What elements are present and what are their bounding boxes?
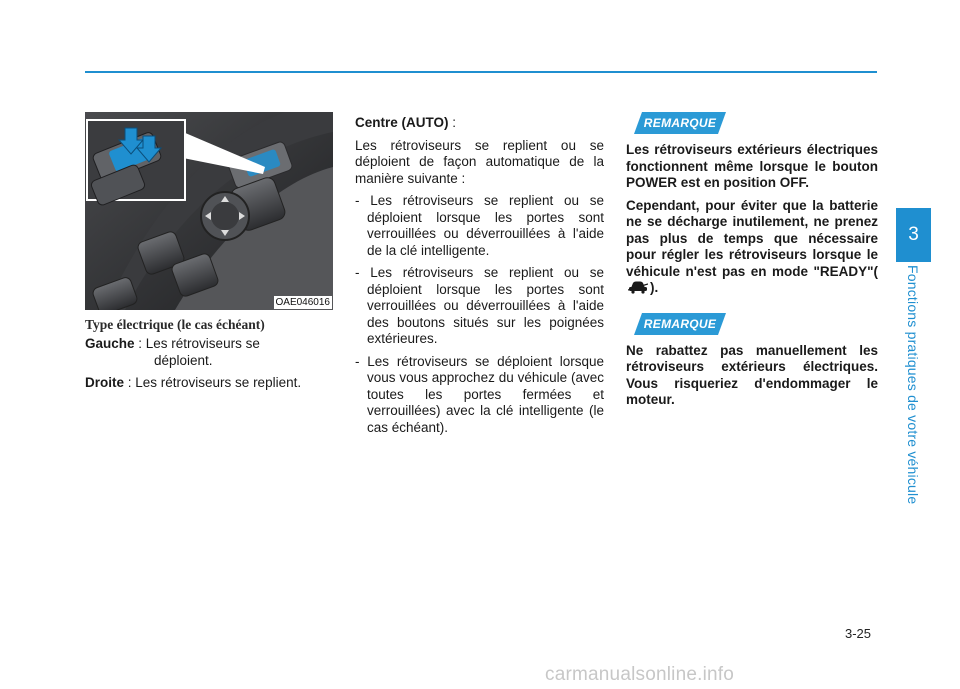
note-badge-label: REMARQUE xyxy=(643,316,717,331)
list-item: - Les rétroviseurs se replient ou se déploient lorsque les portes sont verrouillées ou déverrouillées à l'aide des boutons situés sur les poignées extérieures. xyxy=(355,265,604,346)
right-text: : Les rétroviseurs se replient. xyxy=(124,375,302,390)
list-item: - Les rétroviseurs se replient ou se déploient lorsque les portes sont verrouillées ou déverrouillées à l'aide de la clé intelligente. xyxy=(355,193,604,258)
left-text-1: : Les rétroviseurs se xyxy=(134,336,260,351)
watermark: carmanualsonline.info xyxy=(545,664,735,685)
right-column xyxy=(626,112,878,409)
note-badge-label: REMARQUE xyxy=(643,116,717,130)
list-item: - Les rétroviseurs se déploient lorsque vous vous approchez du véhicule (avec toutes les portes fermées et verrouillées) avec la clé intelligente (le cas échéant). xyxy=(355,353,604,435)
page-number: 3-25 xyxy=(845,626,872,641)
note-1-paragraph-1: Les rétroviseurs extérieurs électriques fonctionnent même lorsque le bouton POWER est en position OFF. xyxy=(626,142,878,190)
note-badge xyxy=(634,112,726,134)
door-panel-illustration xyxy=(85,112,333,310)
center-heading xyxy=(355,115,604,132)
left-label: Gauche xyxy=(85,336,135,351)
figure-code: OAE046016 xyxy=(275,297,330,308)
center-intro: Les rétroviseurs se replient ou se déploient de façon automatique de la manière suivante : xyxy=(355,137,604,186)
right-label: Droite xyxy=(85,375,125,390)
left-text-2: déploient. xyxy=(154,352,213,368)
section-heading: Type électrique (le cas échéant) xyxy=(85,317,265,332)
left-definition xyxy=(85,336,333,369)
note-2-paragraph: Ne rabattez pas manuellement les rétroviseurs extérieurs électriques. Vous risqueriez d'endommager le moteur. xyxy=(626,342,878,407)
note-badge xyxy=(634,313,726,335)
center-heading-colon: : xyxy=(448,115,457,130)
car-ready-icon xyxy=(628,280,648,294)
left-column xyxy=(85,112,333,392)
center-heading-bold: Centre (AUTO) xyxy=(355,115,449,130)
right-definition xyxy=(85,375,333,392)
note-1-text-after: ). xyxy=(650,280,659,295)
chapter-title: Fonctions pratiques de votre véhicule xyxy=(905,265,921,505)
note-1-text-before: Cependant, pour éviter que la batterie ne se décharge inutilement, ne prenez pas plus de temps que nécessaire pour régler les rétroviseurs lorsque le véhicule n'est pas en mode "READY"( xyxy=(626,197,878,279)
top-rule xyxy=(85,71,877,73)
middle-column xyxy=(355,115,604,436)
note-1-paragraph-2 xyxy=(626,198,878,297)
chapter-tab: 3 xyxy=(896,208,931,262)
mirror-switch-figure xyxy=(85,112,333,310)
